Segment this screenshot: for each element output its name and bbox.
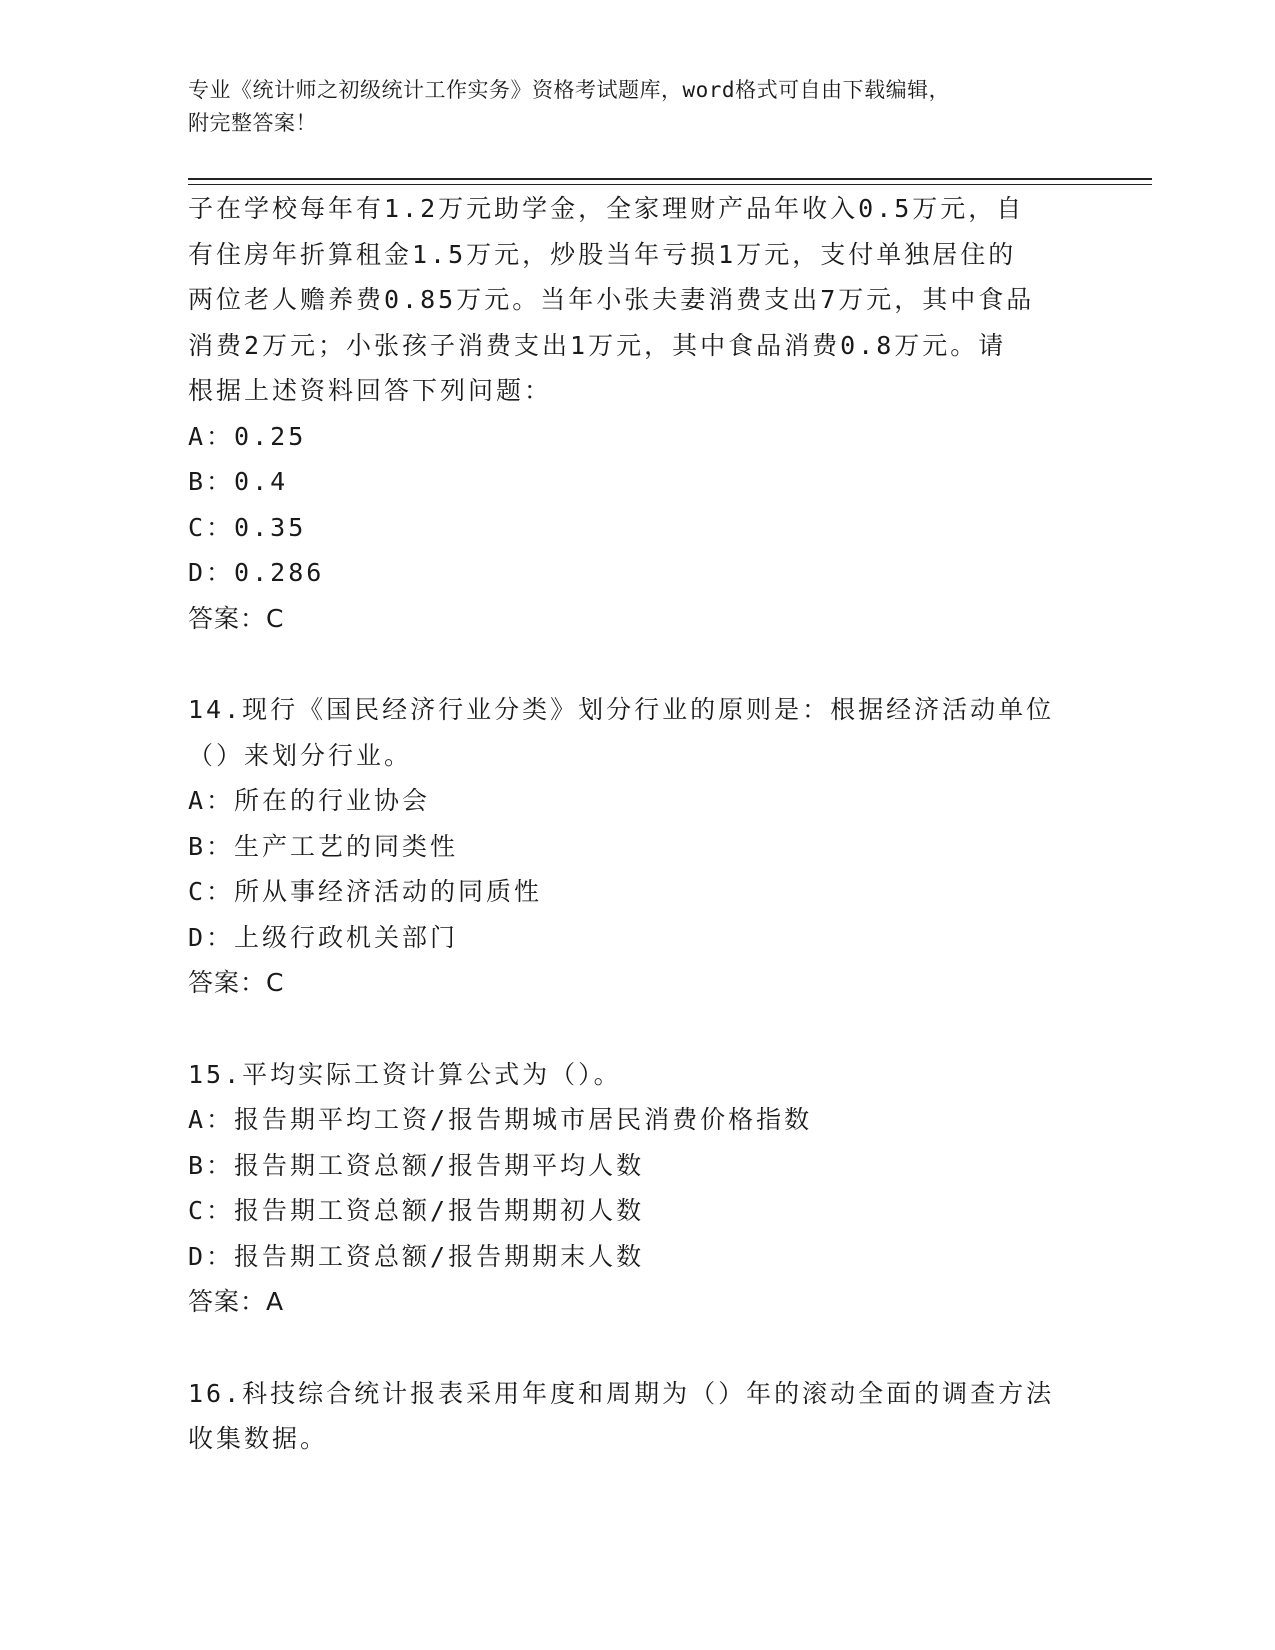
question-13-continued: [188, 186, 1088, 641]
option-c: C：报告期工资总额/报告期期初人数: [188, 1196, 645, 1225]
question-stem-line: 收集数据。: [188, 1424, 329, 1453]
option-a: A：报告期平均工资/报告期城市居民消费价格指数: [188, 1105, 813, 1134]
header-line-2: 附完整答案！: [188, 111, 317, 135]
option-d: D：0.286: [188, 558, 325, 587]
option-d: D：上级行政机关部门: [188, 922, 459, 952]
option-c: C：0.35: [188, 512, 307, 542]
option-a: A：所在的行业协会: [188, 786, 431, 815]
question-stem-line: （）来划分行业。: [188, 740, 413, 770]
option-b: B：报告期工资总额/报告期平均人数: [188, 1150, 645, 1180]
header-line-1: 专业《统计师之初级统计工作实务》资格考试题库，word格式可自由下载编辑，: [188, 78, 951, 102]
question-stem-line: 两位老人赡养费0.85万元。当年小张夫妻消费支出7万元，其中食品: [188, 285, 1035, 314]
header-divider: [188, 178, 1152, 185]
question-stem-line: 15.平均实际工资计算公式为（）。: [188, 1059, 622, 1089]
option-c: C：所从事经济活动的同质性: [188, 877, 543, 906]
option-b: B：生产工艺的同类性: [188, 831, 459, 861]
question-15: [188, 1052, 1088, 1325]
option-b: B：0.4: [188, 467, 289, 496]
question-stem-line: 有住房年折算租金1.5万元，炒股当年亏损1万元，支付单独居住的: [188, 239, 1017, 269]
option-a: A：0.25: [188, 421, 307, 451]
question-14: [188, 687, 1088, 1006]
answer-line: 答案：C: [188, 968, 285, 997]
document-header: [188, 74, 1148, 140]
answer-line: 答案：A: [188, 1287, 285, 1316]
question-stem-line: 14.现行《国民经济行业分类》划分行业的原则是：根据经济活动单位: [188, 695, 1055, 724]
question-stem-line: 消费2万元；小张孩子消费支出1万元，其中食品消费0.8万元。请: [188, 330, 1007, 360]
question-stem-line: 子在学校每年有1.2万元助学金，全家理财产品年收入0.5万元，自: [188, 194, 1025, 223]
option-d: D：报告期工资总额/报告期期末人数: [188, 1241, 645, 1271]
answer-line: 答案：C: [188, 603, 285, 633]
question-stem-line: 16.科技综合统计报表采用年度和周期为（）年的滚动全面的调查方法: [188, 1378, 1055, 1408]
question-16: [188, 1371, 1088, 1462]
question-stem-line: 根据上述资料回答下列问题：: [188, 376, 553, 405]
document-body: [188, 186, 1088, 1462]
